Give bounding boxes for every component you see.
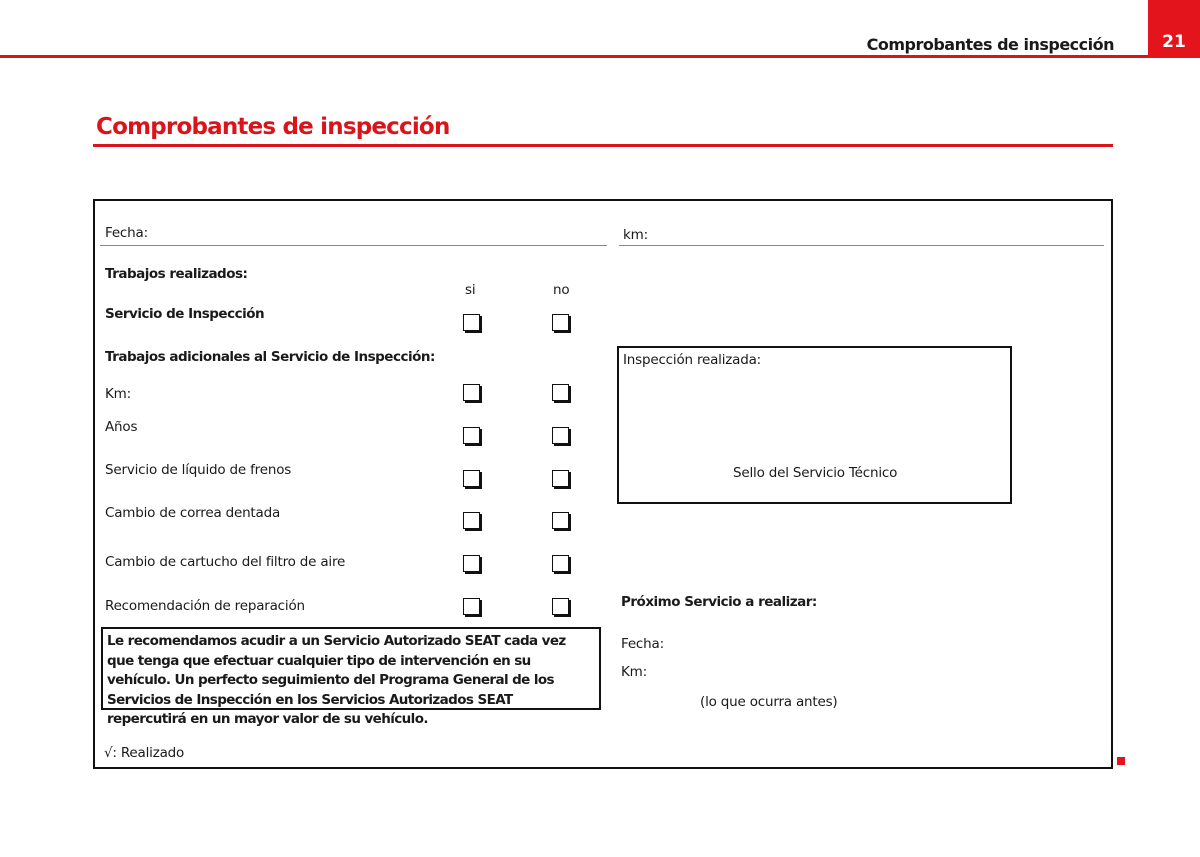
item-no-checkbox[interactable] — [552, 555, 569, 572]
item-si-checkbox[interactable] — [463, 555, 480, 572]
item-label: Años — [105, 419, 138, 435]
proximo-heading: Próximo Servicio a realizar: — [621, 594, 817, 610]
km-label: km: — [623, 227, 648, 243]
page-number-text: 21 — [1162, 32, 1186, 52]
legend: √: Realizado — [104, 745, 185, 761]
fecha-label: Fecha: — [105, 225, 148, 241]
item-label: Cambio de correa dentada — [105, 505, 281, 521]
item-no-checkbox[interactable] — [552, 512, 569, 529]
item-si-checkbox[interactable] — [463, 598, 480, 615]
servicio-label: Servicio de Inspección — [105, 306, 265, 322]
page-title: Comprobantes de inspección — [96, 114, 450, 140]
recommendation-note: Le recomendamos acudir a un Servicio Autorizado SEAT cada vez que tenga que efectuar cualquier tipo de intervención en su vehículo. Un perfecto seguimiento del Programa General de los Servicios de Inspección en los Servicios Autorizados SEAT repercutirá en un mayor valor de su vehículo. — [101, 627, 601, 710]
inspeccion-label: Inspección realizada: — [623, 352, 762, 368]
item-no-checkbox[interactable] — [552, 384, 569, 401]
end-marker — [1117, 757, 1125, 765]
item-no-checkbox[interactable] — [552, 470, 569, 487]
item-no-checkbox[interactable] — [552, 427, 569, 444]
item-no-checkbox[interactable] — [552, 598, 569, 615]
item-label: Km: — [105, 386, 131, 402]
antes-note: (lo que ocurra antes) — [700, 694, 838, 710]
km-field[interactable] — [619, 245, 1104, 246]
si-header: si — [465, 282, 476, 298]
prox-km-label: Km: — [621, 664, 647, 680]
adicionales-heading: Trabajos adicionales al Servicio de Inspección: — [105, 349, 435, 365]
item-si-checkbox[interactable] — [463, 470, 480, 487]
sello-label: Sello del Servicio Técnico — [733, 465, 898, 481]
servicio-si-checkbox[interactable] — [463, 314, 480, 331]
prox-fecha-label: Fecha: — [621, 636, 664, 652]
fecha-field[interactable] — [100, 245, 607, 246]
page-number — [1148, 0, 1200, 58]
item-si-checkbox[interactable] — [463, 512, 480, 529]
servicio-no-checkbox[interactable] — [552, 314, 569, 331]
trabajos-heading: Trabajos realizados: — [105, 266, 248, 282]
title-rule — [93, 144, 1113, 147]
item-label: Servicio de líquido de frenos — [105, 462, 292, 478]
item-label: Recomendación de reparación — [105, 598, 305, 614]
running-header: Comprobantes de inspección — [866, 35, 1114, 54]
item-si-checkbox[interactable] — [463, 384, 480, 401]
header-rule — [0, 55, 1148, 58]
no-header: no — [553, 282, 570, 298]
item-si-checkbox[interactable] — [463, 427, 480, 444]
item-label: Cambio de cartucho del filtro de aire — [105, 554, 346, 570]
